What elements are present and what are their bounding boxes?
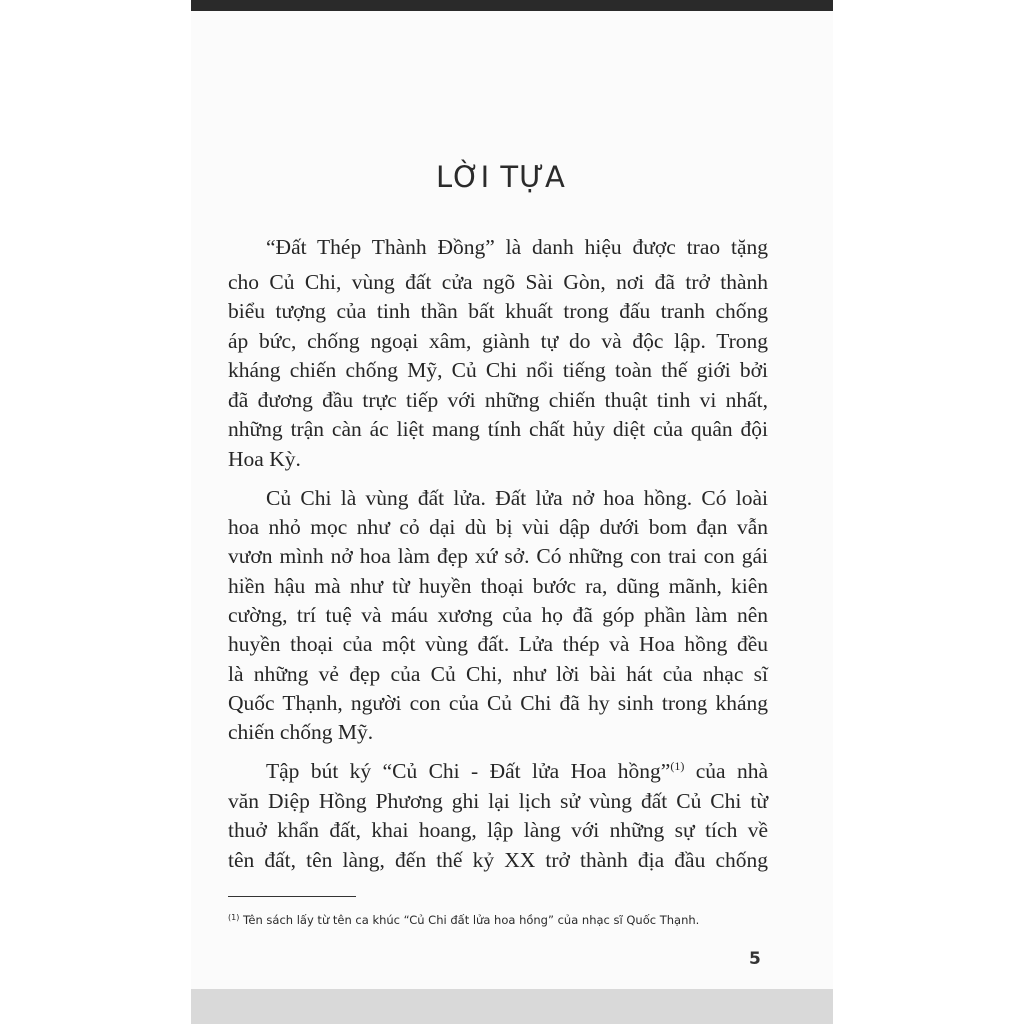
paragraph-1-line-7: những trận càn ác liệt mang tính chất hủy diệt của quân đội [228,417,768,441]
paragraph-3-line-4: tên đất, tên làng, đến thế kỷ XX trở thành địa đầu chống [228,848,768,872]
paragraph-2-line-3: vươn mình nở hoa làm đẹp xứ sở. Có những con trai con gái [228,544,768,568]
paragraph-2-line-5: cường, trí tuệ và máu xương của họ đã góp phần làm nên [228,603,768,627]
paragraph-2-line-4: hiền hậu mà như từ huyền thoại bước ra, dũng mãnh, kiên [228,574,768,598]
paragraph-2-line-2: hoa nhỏ mọc như cỏ dại dù bị vùi dập dưới bom đạn vẫn [228,515,768,539]
paragraph-2-line-6: huyền thoại của một vùng đất. Lửa thép và Hoa hồng đều [228,632,768,656]
paragraph-1-line-4: áp bức, chống ngoại xâm, giành tự do và độc lập. Trong [228,329,768,353]
page-title: LỜI TỰA [436,160,566,194]
paragraph-1-line-6: đã đương đầu trực tiếp với những chiến thuật tinh vi nhất, [228,388,768,412]
paragraph-2-line-7: là những vẻ đẹp của Củ Chi, như lời bài hát của nhạc sĩ [228,662,768,686]
footnote-divider [228,896,356,897]
footnote-text: Tên sách lấy từ tên ca khúc “Củ Chi đất lửa hoa hồng” của nhạc sĩ Quốc Thạnh. [239,913,700,927]
paragraph-1-line-5: kháng chiến chống Mỹ, Củ Chi nổi tiếng toàn thế giới bởi [228,358,768,382]
scan-top-edge [191,0,833,11]
paragraph-3-line-1-text: Tập bút ký “Củ Chi - Đất lửa Hoa hồng” [266,759,671,783]
paragraph-3-line-3: thuở khẩn đất, khai hoang, lập làng với những sự tích về [228,818,768,842]
footnote-reference: (1) [670,759,685,773]
paragraph-3-line-2: văn Diệp Hồng Phương ghi lại lịch sử vùng đất Củ Chi từ [228,789,768,813]
paragraph-3-line-1-tail: của nhà [684,759,768,783]
paragraph-3-line-1 [266,757,768,785]
footnote [228,913,768,927]
paragraph-2-line-1: Củ Chi là vùng đất lửa. Đất lửa nở hoa hồng. Có loài [266,486,768,510]
paragraph-1-line-1: “Đất Thép Thành Đồng” là danh hiệu được trao tặng [266,235,768,259]
page-number: 5 [749,949,761,969]
footnote-marker: (1) [228,913,240,922]
paragraph-1-line-3: biểu tượng của tinh thần bất khuất trong đấu tranh chống [228,299,768,323]
paragraph-2-line-9: chiến chống Mỹ. [228,720,374,744]
scan-bottom-edge [191,989,833,1024]
paragraph-1-line-2: cho Củ Chi, vùng đất cửa ngõ Sài Gòn, nơi đã trở thành [228,270,768,294]
paragraph-2-line-8: Quốc Thạnh, người con của Củ Chi đã hy sinh trong kháng [228,691,768,715]
paragraph-1-line-8: Hoa Kỳ. [228,447,301,471]
